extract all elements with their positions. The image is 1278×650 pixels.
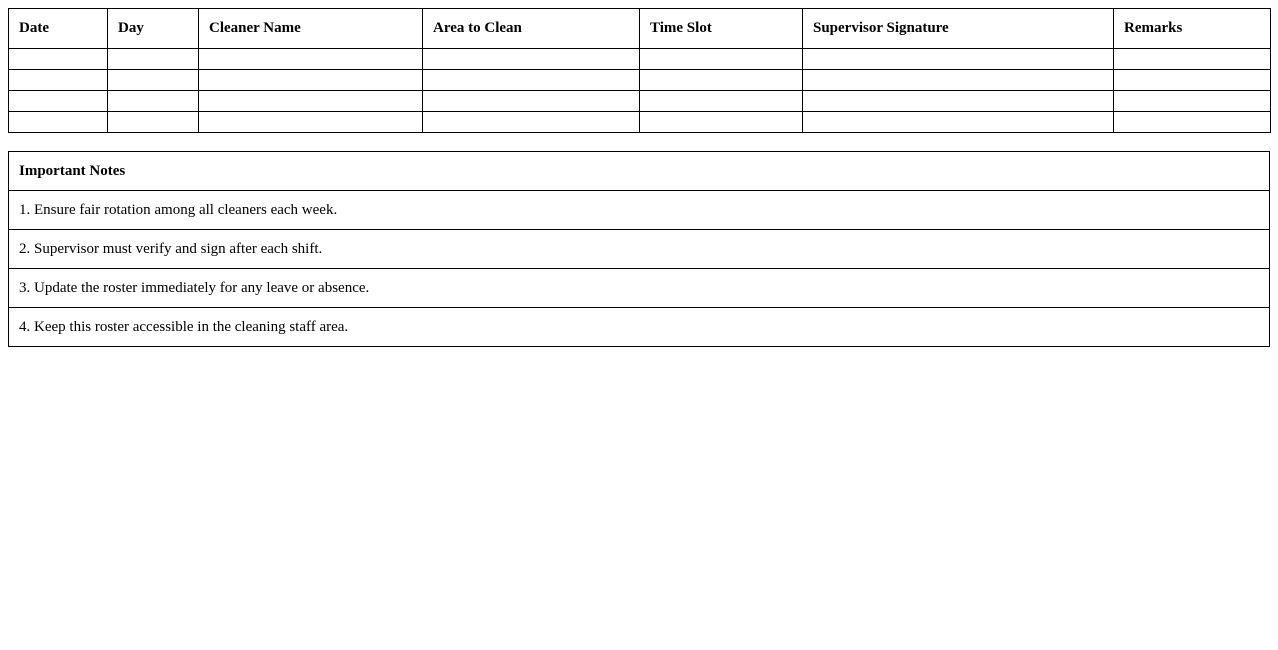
table-cell[interactable]: [423, 70, 640, 91]
table-row: [9, 91, 1271, 112]
note-row: [9, 230, 1270, 269]
roster-table: [8, 8, 1271, 133]
table-cell[interactable]: [9, 112, 108, 133]
table-cell[interactable]: [803, 91, 1114, 112]
note-item: 2. Supervisor must verify and sign after each shift.: [9, 230, 1270, 269]
table-cell[interactable]: [803, 112, 1114, 133]
important-notes-table: [8, 151, 1270, 347]
table-cell[interactable]: [108, 49, 199, 70]
document-page: [8, 8, 1270, 347]
table-cell[interactable]: [108, 70, 199, 91]
table-cell[interactable]: [9, 49, 108, 70]
table-cell[interactable]: [640, 91, 803, 112]
table-cell[interactable]: [1114, 70, 1271, 91]
table-cell[interactable]: [423, 49, 640, 70]
table-row: [9, 112, 1271, 133]
table-cell[interactable]: [108, 112, 199, 133]
notes-header-row: [9, 152, 1270, 191]
table-cell[interactable]: [803, 49, 1114, 70]
header-cleaner-name: Cleaner Name: [199, 9, 423, 49]
header-day: Day: [108, 9, 199, 49]
table-cell[interactable]: [108, 91, 199, 112]
table-cell[interactable]: [423, 112, 640, 133]
table-cell[interactable]: [199, 112, 423, 133]
roster-header-row: [9, 9, 1271, 49]
note-item: 3. Update the roster immediately for any leave or absence.: [9, 269, 1270, 308]
header-supervisor-signature: Supervisor Signature: [803, 9, 1114, 49]
table-row: [9, 49, 1271, 70]
table-cell[interactable]: [1114, 112, 1271, 133]
header-date: Date: [9, 9, 108, 49]
header-remarks: Remarks: [1114, 9, 1271, 49]
table-row: [9, 70, 1271, 91]
table-cell[interactable]: [199, 70, 423, 91]
header-area-to-clean: Area to Clean: [423, 9, 640, 49]
table-cell[interactable]: [803, 70, 1114, 91]
note-item: 1. Ensure fair rotation among all cleaners each week.: [9, 191, 1270, 230]
table-cell[interactable]: [423, 91, 640, 112]
table-cell[interactable]: [640, 112, 803, 133]
table-cell[interactable]: [199, 49, 423, 70]
table-cell[interactable]: [640, 49, 803, 70]
header-time-slot: Time Slot: [640, 9, 803, 49]
note-row: [9, 191, 1270, 230]
table-cell[interactable]: [9, 70, 108, 91]
note-row: [9, 269, 1270, 308]
table-cell[interactable]: [1114, 91, 1271, 112]
table-cell[interactable]: [9, 91, 108, 112]
note-row: [9, 308, 1270, 347]
note-item: 4. Keep this roster accessible in the cleaning staff area.: [9, 308, 1270, 347]
table-cell[interactable]: [640, 70, 803, 91]
table-cell[interactable]: [1114, 49, 1271, 70]
table-cell[interactable]: [199, 91, 423, 112]
notes-title: Important Notes: [9, 152, 1270, 191]
